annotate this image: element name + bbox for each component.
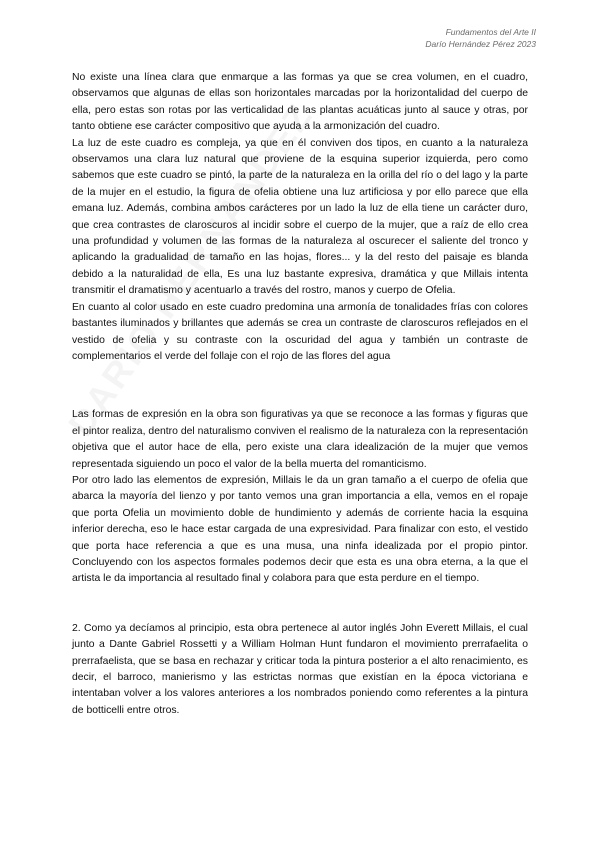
paragraph-expression-forms: Las formas de expresión en la obra son figurativas ya que se reconoce a las formas y figuras que el pintor realiza, dentro del naturalismo conviven el realismo de la naturaleza con la representación objetiva que el autor hace de ella, pero existe una clara idealización de la mujer que vemos representada siguiendo un poco el valor de la bella muerta del romanticismo. bbox=[72, 409, 528, 470]
paragraph-light: La luz de este cuadro es compleja, ya que en él conviven dos tipos, en cuanto a la naturaleza observamos una clara luz natural que proviene de la esquina superior izquierda, pero como sabemos que este cuadro se pintó, la parte de la naturaleza en la orilla del río o del lago y la parte de la mujer en el estudio, la figura de ofelia obtiene una luz artificiosa y por ello parece que ella emana luz. Además, combina ambos carácteres por un lado la luz de ella tiene un carácter duro, que crea contrastes de claroscuros al incidir sobre el cuerpo de la mujer, que a raíz de ello crea una profundidad y volumen de las formas de la naturaleza al oscurecer el saliente del tronco y aplicando la gradualidad de tamaño en las hojas, flores... y la del resto del paisaje es blanda debido a la naturalidad de ella, Es una luz bastante expresiva, dramática y que Millais intenta transmitir el dramatismo y acentuarlo a través del rostro, manos y cuerpo de Ofelia. bbox=[72, 137, 528, 297]
author-line: Darío Hernández Pérez 2023 bbox=[425, 39, 536, 49]
paragraph-expression-elements: Por otro lado las elementos de expresión, Millais le da un gran tamaño a el cuerpo de ofelia que abarca la mayoría del lienzo y por tanto vemos una gran importancia a ella, vemos en el ropaje que porta Ofelia un movimiento doble de hundimiento y además de corriente hacia la esquina inferior derecha, eso le hace estar cargada de una expresividad. Para finalizar con esto, el vestido que porta hace referencia a que es una musa, una ninfa idealizada por el propio pintor. Concluyendo con los aspectos formales podemos decir que esta es una obra eterna, a la que el artista le da importancia al resultado final y colabora para que esta perdure en el tiempo. bbox=[72, 474, 528, 585]
spacer bbox=[72, 365, 528, 407]
paragraph-color: En cuanto al color usado en este cuadro predomina una armonía de tonalidades frías con colores bastantes iluminados y brillantes que además se crea un contraste de claroscuros reflejados en el vestido de ofelia y su contraste con la oscuridad del agua y también un contraste de complementarios el verde del follaje con el rojo de las flores del agua bbox=[72, 301, 528, 362]
spacer bbox=[72, 588, 528, 621]
page-header bbox=[425, 26, 536, 50]
paragraph-section-2: 2. Como ya decíamos al principio, esta obra pertenece al autor inglés John Everett Millais, el cual junto a Dante Gabriel Rossetti y a William Holman Hunt fundaron el movimiento prerrafaelita o prerrafaelista, que se basa en rechazar y criticar toda la pintura posterior a el alto renacimiento, es decir, el barroco, manierismo y las estrictas normas que existían en la época victoriana e intentaban volver a los valores anteriores a los nombrados poniendo como referentes a la pintura de botticelli entre otros. bbox=[72, 622, 528, 716]
course-title: Fundamentos del Arte II bbox=[445, 27, 536, 37]
paragraph-lines: No existe una línea clara que enmarque a las formas ya que se crea volumen, en el cuadro, observamos que algunas de ellas son horizontales marcadas por la horizontalidad del cuerpo de ella, pero estas son rotas por las verticalidad de las plantas acuáticas junto al sauce y otras, por tanto obtiene ese carácter compositivo que ayuda a la armonización del cuadro. bbox=[72, 72, 528, 133]
document-body bbox=[72, 70, 528, 719]
